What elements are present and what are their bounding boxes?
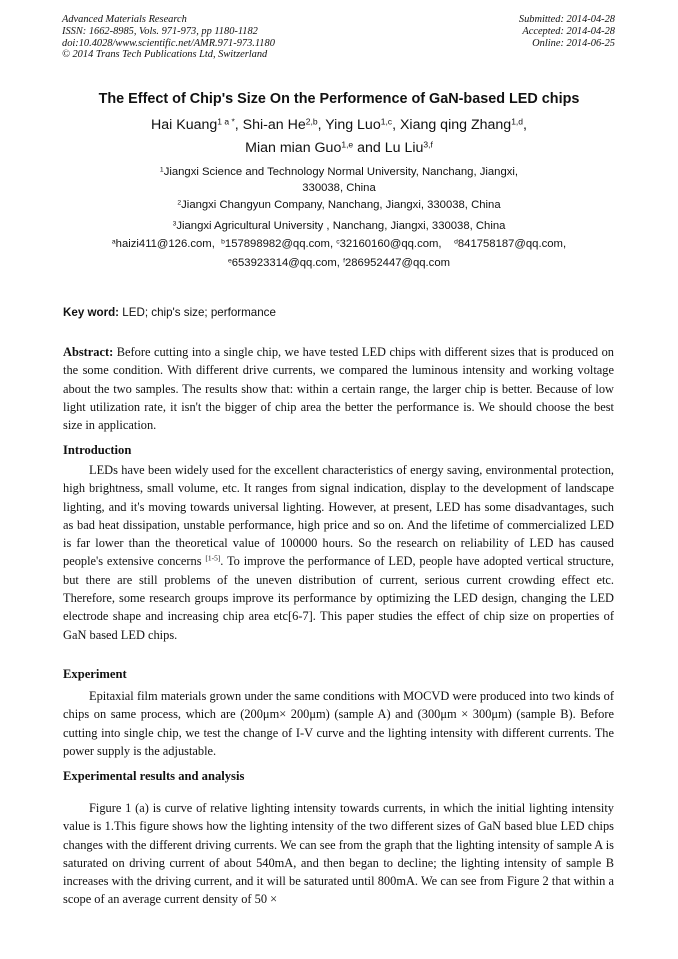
issn-line: ISSN: 1662-8985, Vols. 971-973, pp 1180-1182	[62, 25, 258, 37]
accepted-date: Accepted: 2014-04-28	[522, 25, 615, 37]
introduction-paragraph	[63, 461, 614, 644]
author-name: Xiang qing Zhang	[399, 117, 512, 133]
email-address: 841758187@qq.com,	[457, 238, 567, 250]
email-line-2	[20, 256, 658, 272]
affiliation-text-cont: 330038, China	[302, 181, 376, 194]
email-address: haizi411@126.com,	[115, 238, 215, 250]
email-mark: f	[343, 257, 345, 265]
author-separator: ,	[523, 117, 527, 133]
journal-name: Advanced Materials Research	[62, 14, 187, 25]
keyword-label: Key word:	[63, 306, 120, 319]
introduction-text: LEDs have been widely used for the excellent characteristics of energy saving, environmental protection, high brightness, small volume, etc. It ranges from signal indication, display to the development of landscape lighting, and it's moving towards universal lighting. However, at present, LED has some disadvantages, such as bad heat dissipation, unstable performance, high price and so on. And the lifetime of commercialized LED is far lower than the theoretical value of 100000 hours. So the research on reliability of LED has caused people's extensive concerns	[63, 463, 614, 569]
affiliation-2	[20, 198, 658, 214]
keyword-text: LED; chip's size; performance	[122, 306, 276, 319]
doi-line: doi:10.4028/www.scientific.net/AMR.971-973.1180	[62, 37, 275, 49]
author-name: Ying Luo	[325, 117, 381, 133]
affiliation-text: Jiangxi Changyun Company, Nanchang, Jiangxi, 330038, China	[181, 199, 501, 211]
author-name: Mian mian Guo	[245, 140, 342, 156]
author-line-1	[20, 114, 658, 137]
email-line-1	[20, 237, 658, 253]
affiliation-mark: 1	[159, 166, 164, 174]
copyright-line: © 2014 Trans Tech Publications Ltd, Switzerland	[62, 49, 268, 61]
experiment-paragraph: Epitaxial film materials grown under the same conditions with MOCVD were produced into two kinds of chips on same process, which are (200μm× 200μm) (sample A) and (300μm × 300μm) (sample B). Before cutting into single chip, we test the change of I-V curve and the lighting intensity with different currents. The power supply is the adjustable.	[63, 689, 614, 758]
author-name: Shi-an He	[242, 117, 306, 133]
paper-title: The Effect of Chip's Size On the Performence of GaN-based LED chips	[98, 91, 580, 107]
email-address: 157898982@qq.com,	[224, 238, 334, 250]
author-affiliation-mark: 1,e	[341, 139, 354, 150]
author-separator: and	[353, 140, 385, 156]
abstract-label: Abstract:	[63, 345, 114, 359]
results-paragraph: Figure 1 (a) is curve of relative lighting intensity towards currents, in which the initial lighting intensity value is 1.This figure shows how the lighting intensity of the two different sizes of GaN based blue LED chips changes with the different driving currents. We can see from the graph that the lighting intensity of sample A is saturated on driving current of about 540mA, and then began to decline; the lighting intensity of sample B increases with the driving current, and it will be saturated until 800mA. We can see from Figure 2 that within a scope of an average current density of 50 ×	[63, 801, 614, 907]
keywords	[63, 306, 276, 319]
journal-header-left	[62, 14, 275, 61]
email-mark: a	[111, 238, 116, 246]
journal-header-right	[519, 14, 615, 49]
author-line-2	[20, 137, 658, 160]
email-mark: b	[221, 238, 225, 246]
email-mark: c	[336, 238, 340, 246]
online-date: Online: 2014-06-25	[532, 37, 615, 49]
email-mark: e	[227, 257, 232, 265]
email-address: 653923314@qq.com,	[231, 257, 340, 269]
author-affiliation-mark: 3,f	[423, 139, 433, 150]
email-address: 32160160@qq.com,	[339, 238, 442, 250]
author-separator: ,	[317, 117, 326, 133]
author-affiliation-mark: 2,b	[305, 116, 318, 127]
affiliation-mark: 2	[177, 199, 182, 207]
affiliation-text: Jiangxi Science and Technology Normal University, Nanchang, Jiangxi,	[163, 166, 519, 178]
author-affiliation-mark: 1,c	[380, 116, 393, 127]
affiliation-mark: 3	[172, 220, 177, 228]
author-affiliation-mark: 1,d	[511, 116, 524, 127]
author-separator: ,	[234, 117, 243, 133]
affiliation-3	[20, 219, 658, 235]
affiliation-1	[20, 165, 658, 196]
submitted-date: Submitted: 2014-04-28	[518, 14, 615, 25]
citation-mark: [1-5]	[205, 554, 221, 564]
experiment-heading: Experiment	[63, 667, 127, 681]
introduction-text-cont: . To improve the performance of LED, people have adopted vertical structure, but there are still problems of the uneven distribution of current, serious current crowding effect etc. Therefore, some research groups improve its performance by optimizing the LED design, changing the LED electrode shape and increasing chip area etc[6-7]. This paper studies the effect of chip size on properties of GaN based LED chips.	[63, 554, 614, 642]
results-heading: Experimental results and analysis	[63, 769, 245, 783]
abstract	[63, 343, 614, 434]
email-address: 286952447@qq.com	[344, 257, 451, 269]
abstract-text: Before cutting into a single chip, we have tested LED chips with different sizes that is produced on the some condition. With different drive currents, we compared the luminous intensity and working voltage about the two samples. The results show that: within a certain range, the larger chip is better. Because of low light utilization rate, it isn't the bigger of chip area the better the performance is. We should choose the best size in application.	[63, 345, 614, 433]
introduction-heading: Introduction	[63, 443, 132, 457]
email-mark: d	[454, 238, 458, 246]
author-name: Hai Kuang	[151, 117, 218, 133]
author-affiliation-mark: 1 a *	[217, 116, 235, 127]
author-name: Lu Liu	[384, 140, 424, 156]
affiliation-text: Jiangxi Agricultural University , Nanchang, Jiangxi, 330038, China	[176, 220, 506, 232]
author-separator: ,	[392, 117, 400, 133]
